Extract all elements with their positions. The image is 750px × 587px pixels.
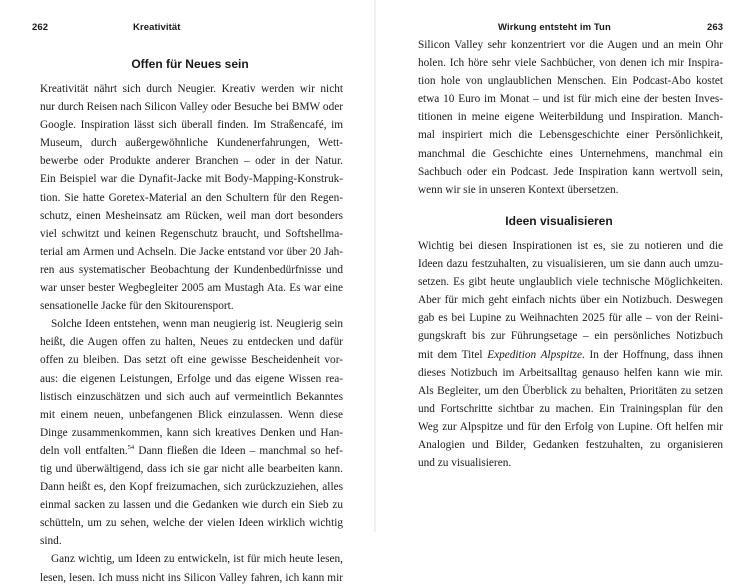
text-line: Google. Inspiration lässt sich überall finden. Im Straßencafé, im <box>40 119 343 132</box>
text-line: manchmal die Geschichte eines Unternehmens, manchmal ein <box>418 147 723 160</box>
text-line: Aber für mich geht einfach nichts über ein Notizbuch. Deswegen <box>418 294 723 307</box>
text-line: schütteln, um zu sehen, welche der vielen Ideen wirklich wichtig <box>40 517 343 530</box>
text-line: Als Begleiter, um den Überblick zu behalten, Prioritäten zu setzen <box>418 384 723 397</box>
text-line <box>40 442 343 460</box>
text-run: Dann fließen die Ideen – manchmal so hef- <box>134 444 343 457</box>
text-line: und zu visualisieren. <box>418 457 512 470</box>
text-line: wenn wir sie in unseren Kontext übersetzen. <box>418 183 619 196</box>
text-line: Sachbuch oder ein Podcast. Jede Inspiration kann wertvoll sein, <box>418 165 723 178</box>
text-line: heißt, die Augen offen zu halten, Neues zu entdecken und dafür <box>40 336 343 349</box>
text-line: mal inspiriert mich die Lebensgeschichte einer Persönlichkeit, <box>418 129 723 142</box>
text-line: Wichtig bei diesen Inspirationen ist es, sie zu notieren und die <box>418 240 723 252</box>
text-line: mit einem neuen, unbefangenen Blick einzulassen. Wenn diese <box>40 408 343 421</box>
section-heading: Offen für Neues sein <box>131 57 249 71</box>
body-text <box>418 36 723 199</box>
right-page <box>376 0 750 532</box>
text-line: holen. Ich höre sehr viele Sachbücher, von denen ich mir Inspira- <box>418 57 723 70</box>
text-line: Ideen dazu festzuhalten, zu visualisieren, um sie dann auch umzu- <box>418 258 723 271</box>
text-line: sind. <box>40 535 62 548</box>
text-line: bewerbe oder Produkte anderer Branchen – oder in der Natur. <box>40 155 343 168</box>
book-title-italic: Expedition Alpspitze <box>487 348 582 361</box>
text-line: war unser bester Wegbegleiter 2005 am Mustagh Ata. Es war eine <box>40 282 343 295</box>
running-title: Kreativität <box>133 22 181 33</box>
running-title: Wirkung entsteht im Tun <box>498 22 611 33</box>
body-text <box>40 80 343 587</box>
text-line: aus: die eigenen Leistungen, Erfolge und das eigene Wissen rea- <box>40 372 343 385</box>
text-line: tion hole von unglaublichen Menschen. Ein Podcast-Abo kostet <box>418 75 723 88</box>
section-heading: Ideen visualisieren <box>505 214 613 228</box>
text-line: nur durch Reisen nach Silicon Valley oder Besuche bei BMW oder <box>40 101 343 114</box>
text-line: tion. Sie hatte Goretex-Material an den Schultern für den Regen- <box>40 191 343 204</box>
text-line: listisch einzuschätzen und sich auch auf vermeintlich Bekanntes <box>40 390 343 403</box>
text-line: schutz, einen Mesheinsatz am Rücken, weil man dort besonders <box>40 209 343 222</box>
text-line: etwa 10 Euro im Monat – und ist für mich eine der besten Inves- <box>418 93 723 106</box>
text-line: setzen. Es gibt heute unglaublich viele technische Möglichkeiten. <box>418 276 723 289</box>
body-text <box>418 237 723 472</box>
text-run: mit dem Titel <box>418 348 488 361</box>
text-line: Weg zur Alpspitze und für den Erfolg von Lupine. Oft helfen mir <box>418 420 723 433</box>
text-line: Kreativität nährt sich durch Neugier. Kreativ werden wir nicht <box>40 83 343 95</box>
text-line: lesen, lesen. Ich muss nicht ins Silicon Valley fahren, ich kann mir <box>40 571 343 584</box>
text-line: offen zu bleiben. Das setzt oft eine gewisse Bescheidenheit vor- <box>40 354 343 367</box>
text-line: Dann heißt es, den Kopf freizumachen, sich zurückzuziehen, alles <box>40 481 343 494</box>
text-line: und Fortschritte sichtbar zu machen. Ein Trainingsplan für den <box>418 402 723 415</box>
text-run: deln voll entfalten. <box>40 444 128 457</box>
text-line: Solche Ideen entstehen, wenn man neugierig ist. Neugierig sein <box>51 318 343 331</box>
page-number: 263 <box>707 22 724 33</box>
text-line: Analogien und Bilder, Gedanken festzuhalten, zu organisieren <box>418 439 723 452</box>
text-line: Silicon Valley sehr konzentriert vor die Augen und an mein Ohr <box>418 39 723 51</box>
text-line: titionen in meine eigene Weiterbildung und Inspiration. Manch- <box>418 111 723 124</box>
text-run: . In der Hoffnung, dass ihnen <box>582 348 723 361</box>
text-line: einmal sacken zu lassen und die Gedanken wie durch ein Sieb zu <box>40 499 343 512</box>
text-line: dieses Notizbuch im Arbeitsalltag genauso helfen kann wie mir. <box>418 366 723 379</box>
text-line: ren aus systematischer Beobachtung der Kundenbedürfnisse und <box>40 263 343 276</box>
text-line: Ganz wichtig, um Ideen zu entwickeln, ist für mich heute lesen, <box>51 553 343 566</box>
text-line: Ein Beispiel war die Dynafit-Jacke mit Body-Mapping-Konstruk- <box>40 173 343 186</box>
text-line <box>418 346 723 364</box>
text-line: terial am Armen und Achseln. Die Jacke entstand vor über 20 Jah- <box>40 245 343 258</box>
text-line: gab es bei Lupine zu Weihnachten 2025 für alle – von der Reini- <box>418 312 723 325</box>
text-line: sensationelle Jacke für den Skitourensport. <box>40 300 234 313</box>
left-page <box>0 0 374 584</box>
text-line: tig und überwältigend, dass ich sie gar nicht alle bearbeiten kann. <box>40 462 343 475</box>
page-number: 262 <box>32 22 49 33</box>
footnote-marker: 54 <box>127 444 135 452</box>
text-line: gungskraft bis zur Führungsetage – ein persönliches Notizbuch <box>418 330 723 343</box>
text-line: Museum, durch außergewöhnliche Kundenerfahrungen, Wett- <box>40 137 343 150</box>
text-line: Dinge zusammenkommen, kann sich kreatives Denken und Han- <box>40 426 343 439</box>
text-line: viel schwitzt und keinen Regenschutz braucht, und Softshellma- <box>40 227 343 240</box>
